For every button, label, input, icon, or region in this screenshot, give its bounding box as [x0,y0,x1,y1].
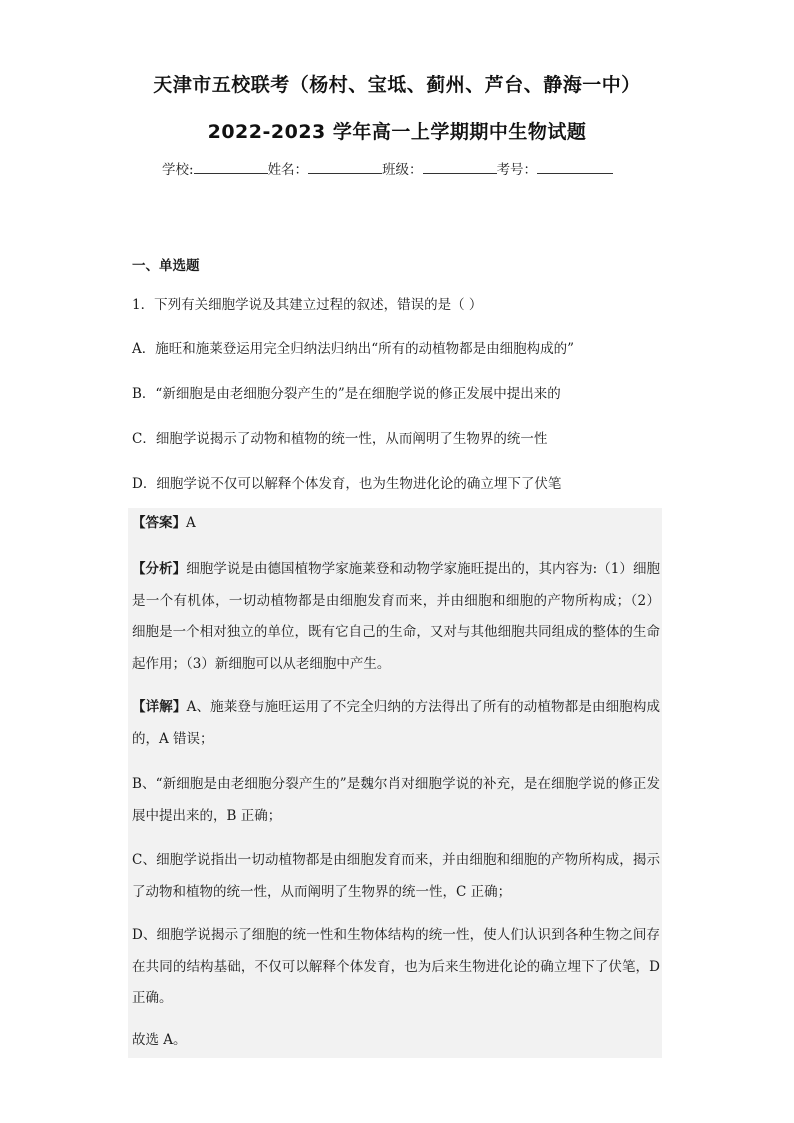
detail-paragraph-b: B、“新细胞是由老细胞分裂产生的”是魏尔肖对细胞学说的补充，是在细胞学说的修正发展中提出来的，B 正确； [132,776,660,824]
school-label: 学校: [162,162,194,178]
analysis-text: 细胞学说是由德国植物学家施莱登和动物学家施旺提出的，其内容为:（1）细胞是一个有机体，一切动植物都是由细胞发育而来，并由细胞和细胞的产物所构成；（2）细胞是一个相对独立的单位，既有它自己的生命，又对与其他细胞共同组成的整体的生命起作用；（3）新细胞可以从老细胞中产生。 [132,561,661,672]
conclusion-line: 故选 A。 [132,1032,187,1048]
answer-value: A [186,515,196,531]
exam-title-line-2: 2022-2023 学年高一上学期期中生物试题 [207,121,587,143]
detail-paragraph-d: D、细胞学说揭示了细胞的统一性和生物体结构的统一性，使人们认识到各种生物之间存在共同的结构基础，不仅可以解释个体发育，也为后来生物进化论的确立埋下了伏笔，D 正确。 [132,927,660,1006]
exam-no-label: 考号： [496,162,538,178]
class-label: 班级： [382,162,423,178]
detail-paragraph-a [132,692,660,755]
option-c: C．细胞学说揭示了动物和植物的统一性，从而阐明了生物界的统一性 [132,431,548,447]
class-blank[interactable] [423,161,497,174]
name-label: 姓名： [267,162,309,178]
option-b: B．“新细胞是由老细胞分裂产生的”是在细胞学说的修正发展中提出来的 [132,386,561,402]
school-blank[interactable] [194,161,268,174]
name-blank[interactable] [308,161,382,174]
question-stem: 1．下列有关细胞学说及其建立过程的叙述，错误的是（ ） [132,297,483,313]
detail-a-text: A、施莱登与施旺运用了不完全归纳的方法得出了所有的动植物都是由细胞构成的，A 错误； [132,699,661,747]
option-a: A．施旺和施莱登运用完全归纳法归纳出“所有的动植物都是由细胞构成的” [132,341,575,357]
exam-no-blank[interactable] [537,161,613,174]
detail-paragraph-c: C、细胞学说指出一切动植物都是由细胞发育而来，并由细胞和细胞的产物所构成，揭示了动物和植物的统一性，从而阐明了生物界的统一性，C 正确； [132,852,660,900]
analysis-paragraph [132,554,660,680]
section-heading: 一、单选题 [132,258,200,274]
option-d: D．细胞学说不仅可以解释个体发育，也为生物进化论的确立埋下了伏笔 [132,476,562,492]
answer-tag: 【答案】 [132,515,186,531]
answer-line [132,508,660,540]
exam-title-line-1: 天津市五校联考（杨村、宝坻、蓟州、芦台、静海一中） [153,74,641,96]
student-info-fields [162,158,642,178]
analysis-tag: 【分析】 [132,561,187,577]
detail-tag: 【详解】 [132,699,187,715]
